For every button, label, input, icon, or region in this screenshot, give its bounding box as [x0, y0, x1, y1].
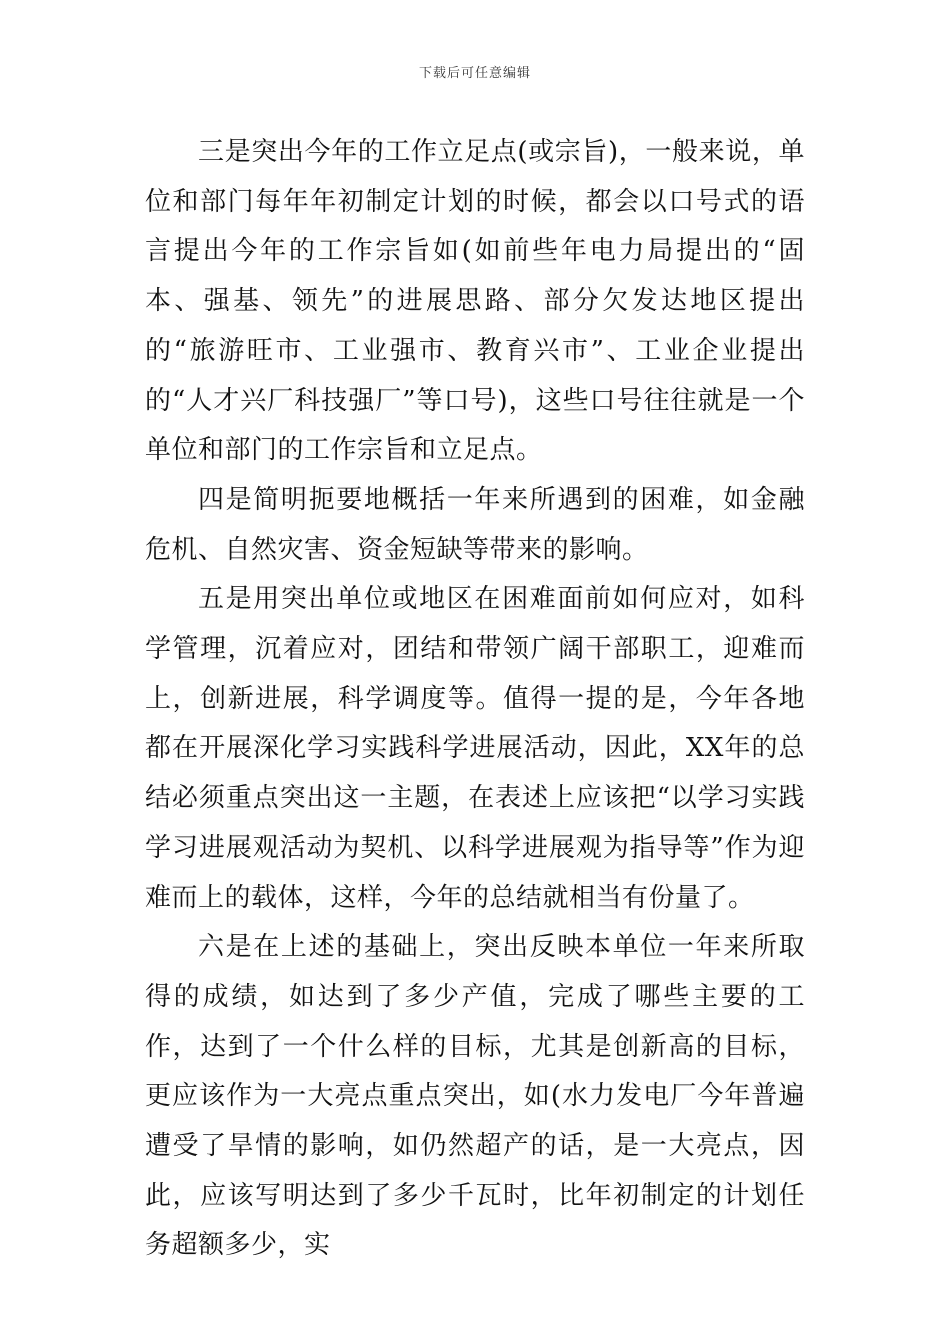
document-body [145, 128, 805, 1271]
paragraph-1: 三是突出今年的工作立足点(或宗旨)，一般来说，单位和部门每年年初制定计划的时候，都会以口号式的语言提出今年的工作宗旨如(如前些年电力局提出的“固本、强基、领先”的进展思路、部分欠发达地区提出的“旅游旺市、工业强市、教育兴市”、工业企业提出的“人才兴厂科技强厂”等口号)，这些口号往往就是一个单位和部门的工作宗旨和立足点。 [145, 137, 805, 466]
paragraph-3: 五是用突出单位或地区在困难面前如何应对，如科学管理，沉着应对，团结和带领广阔干部职工，迎难而上，创新进展，科学调度等。值得一提的是，今年各地都在开展深化学习实践科学进展活动，因此，XX年的总结必须重点突出这一主题，在表述上应该把“以学习实践学习进展观活动为契机、以科学进展观为指导等”作为迎难而上的载体，这样，今年的总结就相当有份量了。 [145, 584, 805, 913]
paragraph-2: 四是简明扼要地概括一年来所遇到的困难，如金融危机、自然灾害、资金短缺等带来的影响。 [145, 484, 805, 565]
page-header: 下载后可任意编辑 [418, 66, 531, 81]
paragraph-4: 六是在上述的基础上，突出反映本单位一年来所取得的成绩，如达到了多少产值，完成了哪些主要的工作，达到了一个什么样的目标，尤其是创新高的目标，更应该作为一大亮点重点突出，如(水力发电厂今年普遍遭受了旱情的影响，如仍然超产的话，是一大亮点，因此，应该写明达到了多少千瓦时，比年初制定的计划任务超额多少，实 [145, 932, 805, 1261]
